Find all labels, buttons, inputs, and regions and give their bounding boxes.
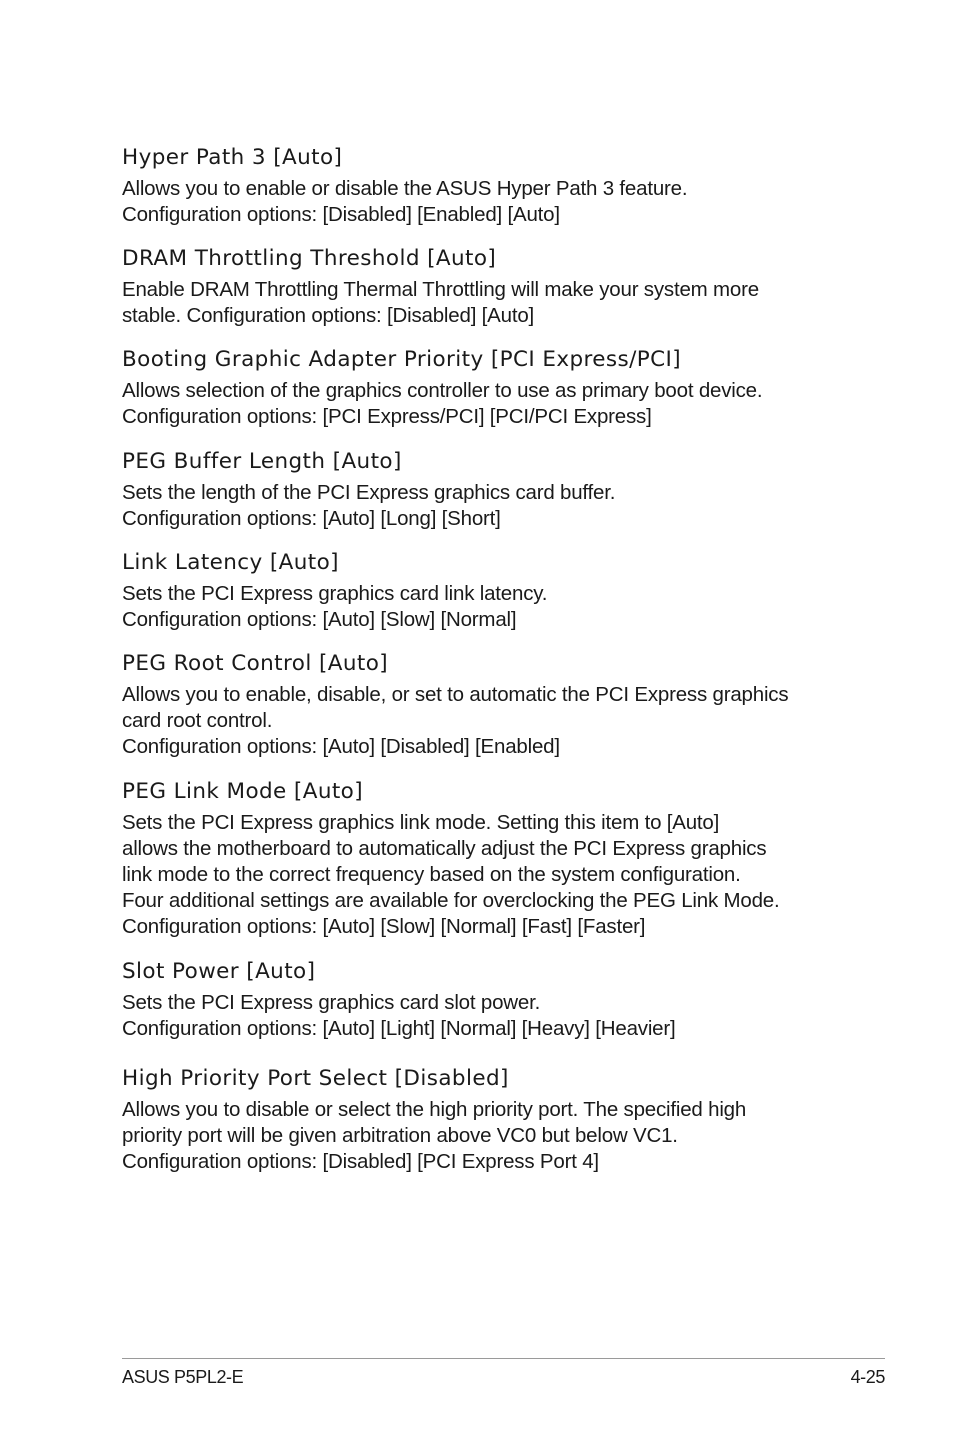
section-heading: DRAM Throttling Threshold [Auto] xyxy=(122,246,497,271)
section-text-line: Allows selection of the graphics controller to use as primary boot device. xyxy=(122,379,763,402)
page-footer xyxy=(122,1358,885,1387)
footer-product-name: ASUS P5PL2-E xyxy=(122,1367,244,1387)
section-slot-power xyxy=(122,957,842,1064)
section-link-latency xyxy=(122,548,842,649)
section-heading: PEG Buffer Length [Auto] xyxy=(122,449,402,474)
section-text-line: stable. Configuration options: [Disabled] [Auto] xyxy=(122,304,535,327)
section-text-line: Configuration options: [PCI Express/PCI] [PCI/PCI Express] xyxy=(122,405,652,428)
section-text-line: Allows you to enable or disable the ASUS Hyper Path 3 feature. xyxy=(122,177,688,200)
section-text-line: Enable DRAM Throttling Thermal Throttling will make your system more xyxy=(122,278,759,301)
section-hyper-path-3 xyxy=(122,143,842,244)
page-content xyxy=(122,143,842,1175)
section-peg-root-control xyxy=(122,649,842,777)
section-text-line: Configuration options: [Auto] [Light] [Normal] [Heavy] [Heavier] xyxy=(122,1017,676,1040)
section-text-line: Sets the PCI Express graphics card slot power. xyxy=(122,991,541,1014)
section-heading: PEG Link Mode [Auto] xyxy=(122,779,364,804)
section-heading: PEG Root Control [Auto] xyxy=(122,651,389,676)
section-dram-throttling-threshold xyxy=(122,244,842,345)
section-text-line: Sets the length of the PCI Express graphics card buffer. xyxy=(122,481,616,504)
section-peg-link-mode xyxy=(122,777,842,957)
section-text-line: Sets the PCI Express graphics link mode. Setting this item to [Auto] xyxy=(122,811,720,834)
section-heading: Slot Power [Auto] xyxy=(122,959,316,984)
section-text-line: Four additional settings are available for overclocking the PEG Link Mode. xyxy=(122,889,780,912)
section-heading: High Priority Port Select [Disabled] xyxy=(122,1066,509,1091)
section-heading: Booting Graphic Adapter Priority [PCI Express/PCI] xyxy=(122,347,682,372)
section-text-line: link mode to the correct frequency based on the system configuration. xyxy=(122,863,741,886)
section-text-line: Allows you to disable or select the high priority port. The specified high xyxy=(122,1098,747,1121)
section-booting-graphic-adapter-priority xyxy=(122,345,842,447)
section-text-line: Sets the PCI Express graphics card link latency. xyxy=(122,582,548,605)
section-text-line: allows the motherboard to automatically adjust the PCI Express graphics xyxy=(122,837,767,860)
section-text-line: priority port will be given arbitration above VC0 but below VC1. xyxy=(122,1124,678,1147)
section-text-line: Configuration options: [Auto] [Disabled] [Enabled] xyxy=(122,735,560,758)
section-text-line: Allows you to enable, disable, or set to automatic the PCI Express graphics xyxy=(122,683,789,706)
section-text-line: Configuration options: [Auto] [Long] [Short] xyxy=(122,507,501,530)
section-text-line: Configuration options: [Auto] [Slow] [Normal] xyxy=(122,608,517,631)
section-text-line: card root control. xyxy=(122,709,273,732)
section-text-line: Configuration options: [Disabled] [PCI Express Port 4] xyxy=(122,1150,599,1173)
section-text-line: Configuration options: [Disabled] [Enabled] [Auto] xyxy=(122,203,560,226)
footer-page-number: 4-25 xyxy=(850,1367,885,1387)
section-text-line: Configuration options: [Auto] [Slow] [Normal] [Fast] [Faster] xyxy=(122,915,646,938)
section-high-priority-port-select xyxy=(122,1064,842,1175)
section-peg-buffer-length xyxy=(122,447,842,548)
section-heading: Hyper Path 3 [Auto] xyxy=(122,145,343,170)
section-heading: Link Latency [Auto] xyxy=(122,550,339,575)
